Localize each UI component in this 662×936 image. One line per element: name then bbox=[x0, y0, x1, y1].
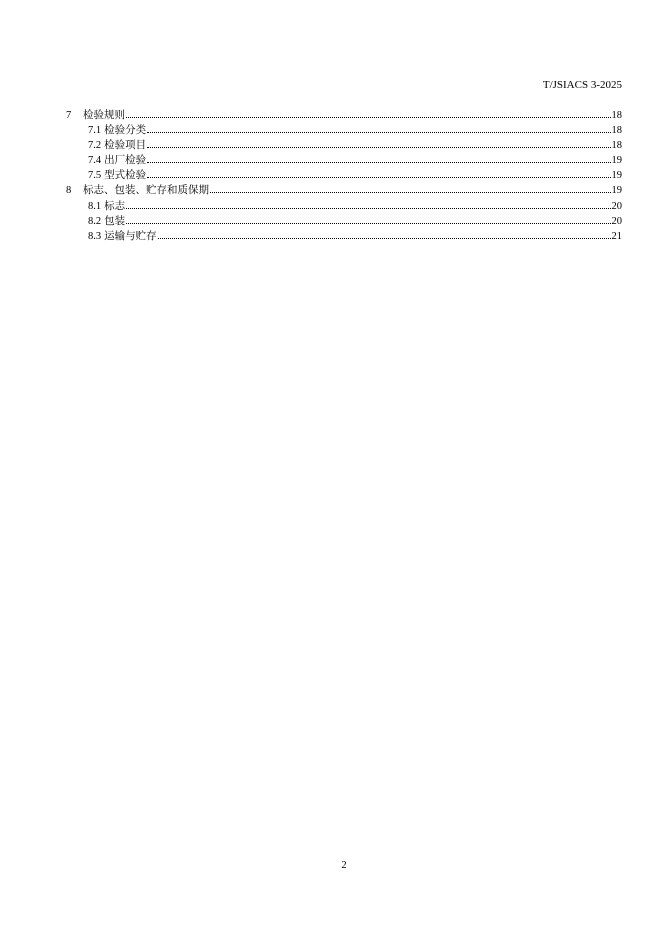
toc-entry-title: 型式检验 bbox=[104, 170, 147, 182]
toc-entry-chapter-8[interactable] bbox=[66, 183, 622, 198]
toc-entry-title: 包装 bbox=[104, 215, 126, 227]
toc-entry-section-8-1[interactable] bbox=[66, 199, 622, 214]
toc-entry-title: 检验项目 bbox=[104, 140, 147, 152]
toc-dot-leader bbox=[126, 117, 611, 118]
toc-entry-title: 标志 bbox=[104, 200, 126, 212]
toc-entry-number: 7.2 bbox=[88, 140, 102, 152]
toc-entry-number: 7.5 bbox=[88, 170, 102, 182]
toc-entry-section-7-5[interactable] bbox=[66, 168, 622, 183]
toc-entry-title: 检验分类 bbox=[104, 125, 147, 137]
toc-entry-title: 标志、包装、贮存和质保期 bbox=[83, 184, 209, 197]
toc-entry-title: 出厂检验 bbox=[104, 155, 147, 167]
toc-dot-leader bbox=[147, 162, 610, 163]
toc-entry-page: 19 bbox=[611, 185, 622, 197]
toc-entry-page: 20 bbox=[611, 200, 622, 212]
toc-entry-number: 8.3 bbox=[88, 230, 102, 242]
toc-entry-page: 20 bbox=[611, 215, 622, 227]
toc-entry-section-8-3[interactable] bbox=[66, 229, 622, 244]
toc-entry-page: 18 bbox=[611, 125, 622, 137]
toc-dot-leader bbox=[158, 238, 611, 239]
toc-dot-leader bbox=[147, 147, 610, 148]
toc-entry-number: 7.4 bbox=[88, 155, 102, 167]
toc-entry-page: 19 bbox=[611, 170, 622, 182]
toc-dot-leader bbox=[210, 192, 611, 193]
toc-entry-number: 8.1 bbox=[88, 200, 102, 212]
page-number: 2 bbox=[341, 860, 347, 871]
toc-entry-page: 21 bbox=[611, 230, 622, 242]
toc-entry-number: 8.2 bbox=[88, 215, 102, 227]
table-of-contents bbox=[66, 108, 622, 244]
toc-entry-section-7-1[interactable] bbox=[66, 123, 622, 138]
toc-entry-title: 检验规则 bbox=[83, 109, 125, 121]
toc-entry-title: 运输与贮存 bbox=[104, 230, 157, 242]
toc-entry-number: 8 bbox=[66, 185, 72, 197]
toc-entry-number: 7 bbox=[66, 110, 72, 121]
toc-entry-page: 19 bbox=[611, 155, 622, 167]
toc-dot-leader bbox=[147, 177, 610, 178]
toc-dot-leader bbox=[126, 208, 610, 209]
toc-entry-section-7-4[interactable] bbox=[66, 153, 622, 168]
toc-dot-leader bbox=[126, 223, 610, 224]
toc-entry-page: 18 bbox=[611, 110, 622, 121]
document-code: T/JSIACS 3-2025 bbox=[542, 79, 622, 91]
toc-entry-chapter-7[interactable] bbox=[66, 108, 622, 123]
toc-entry-section-7-2[interactable] bbox=[66, 138, 622, 153]
toc-entry-number: 7.1 bbox=[88, 125, 102, 137]
toc-entry-page: 18 bbox=[611, 140, 622, 152]
toc-dot-leader bbox=[147, 132, 610, 133]
toc-entry-section-8-2[interactable] bbox=[66, 214, 622, 229]
